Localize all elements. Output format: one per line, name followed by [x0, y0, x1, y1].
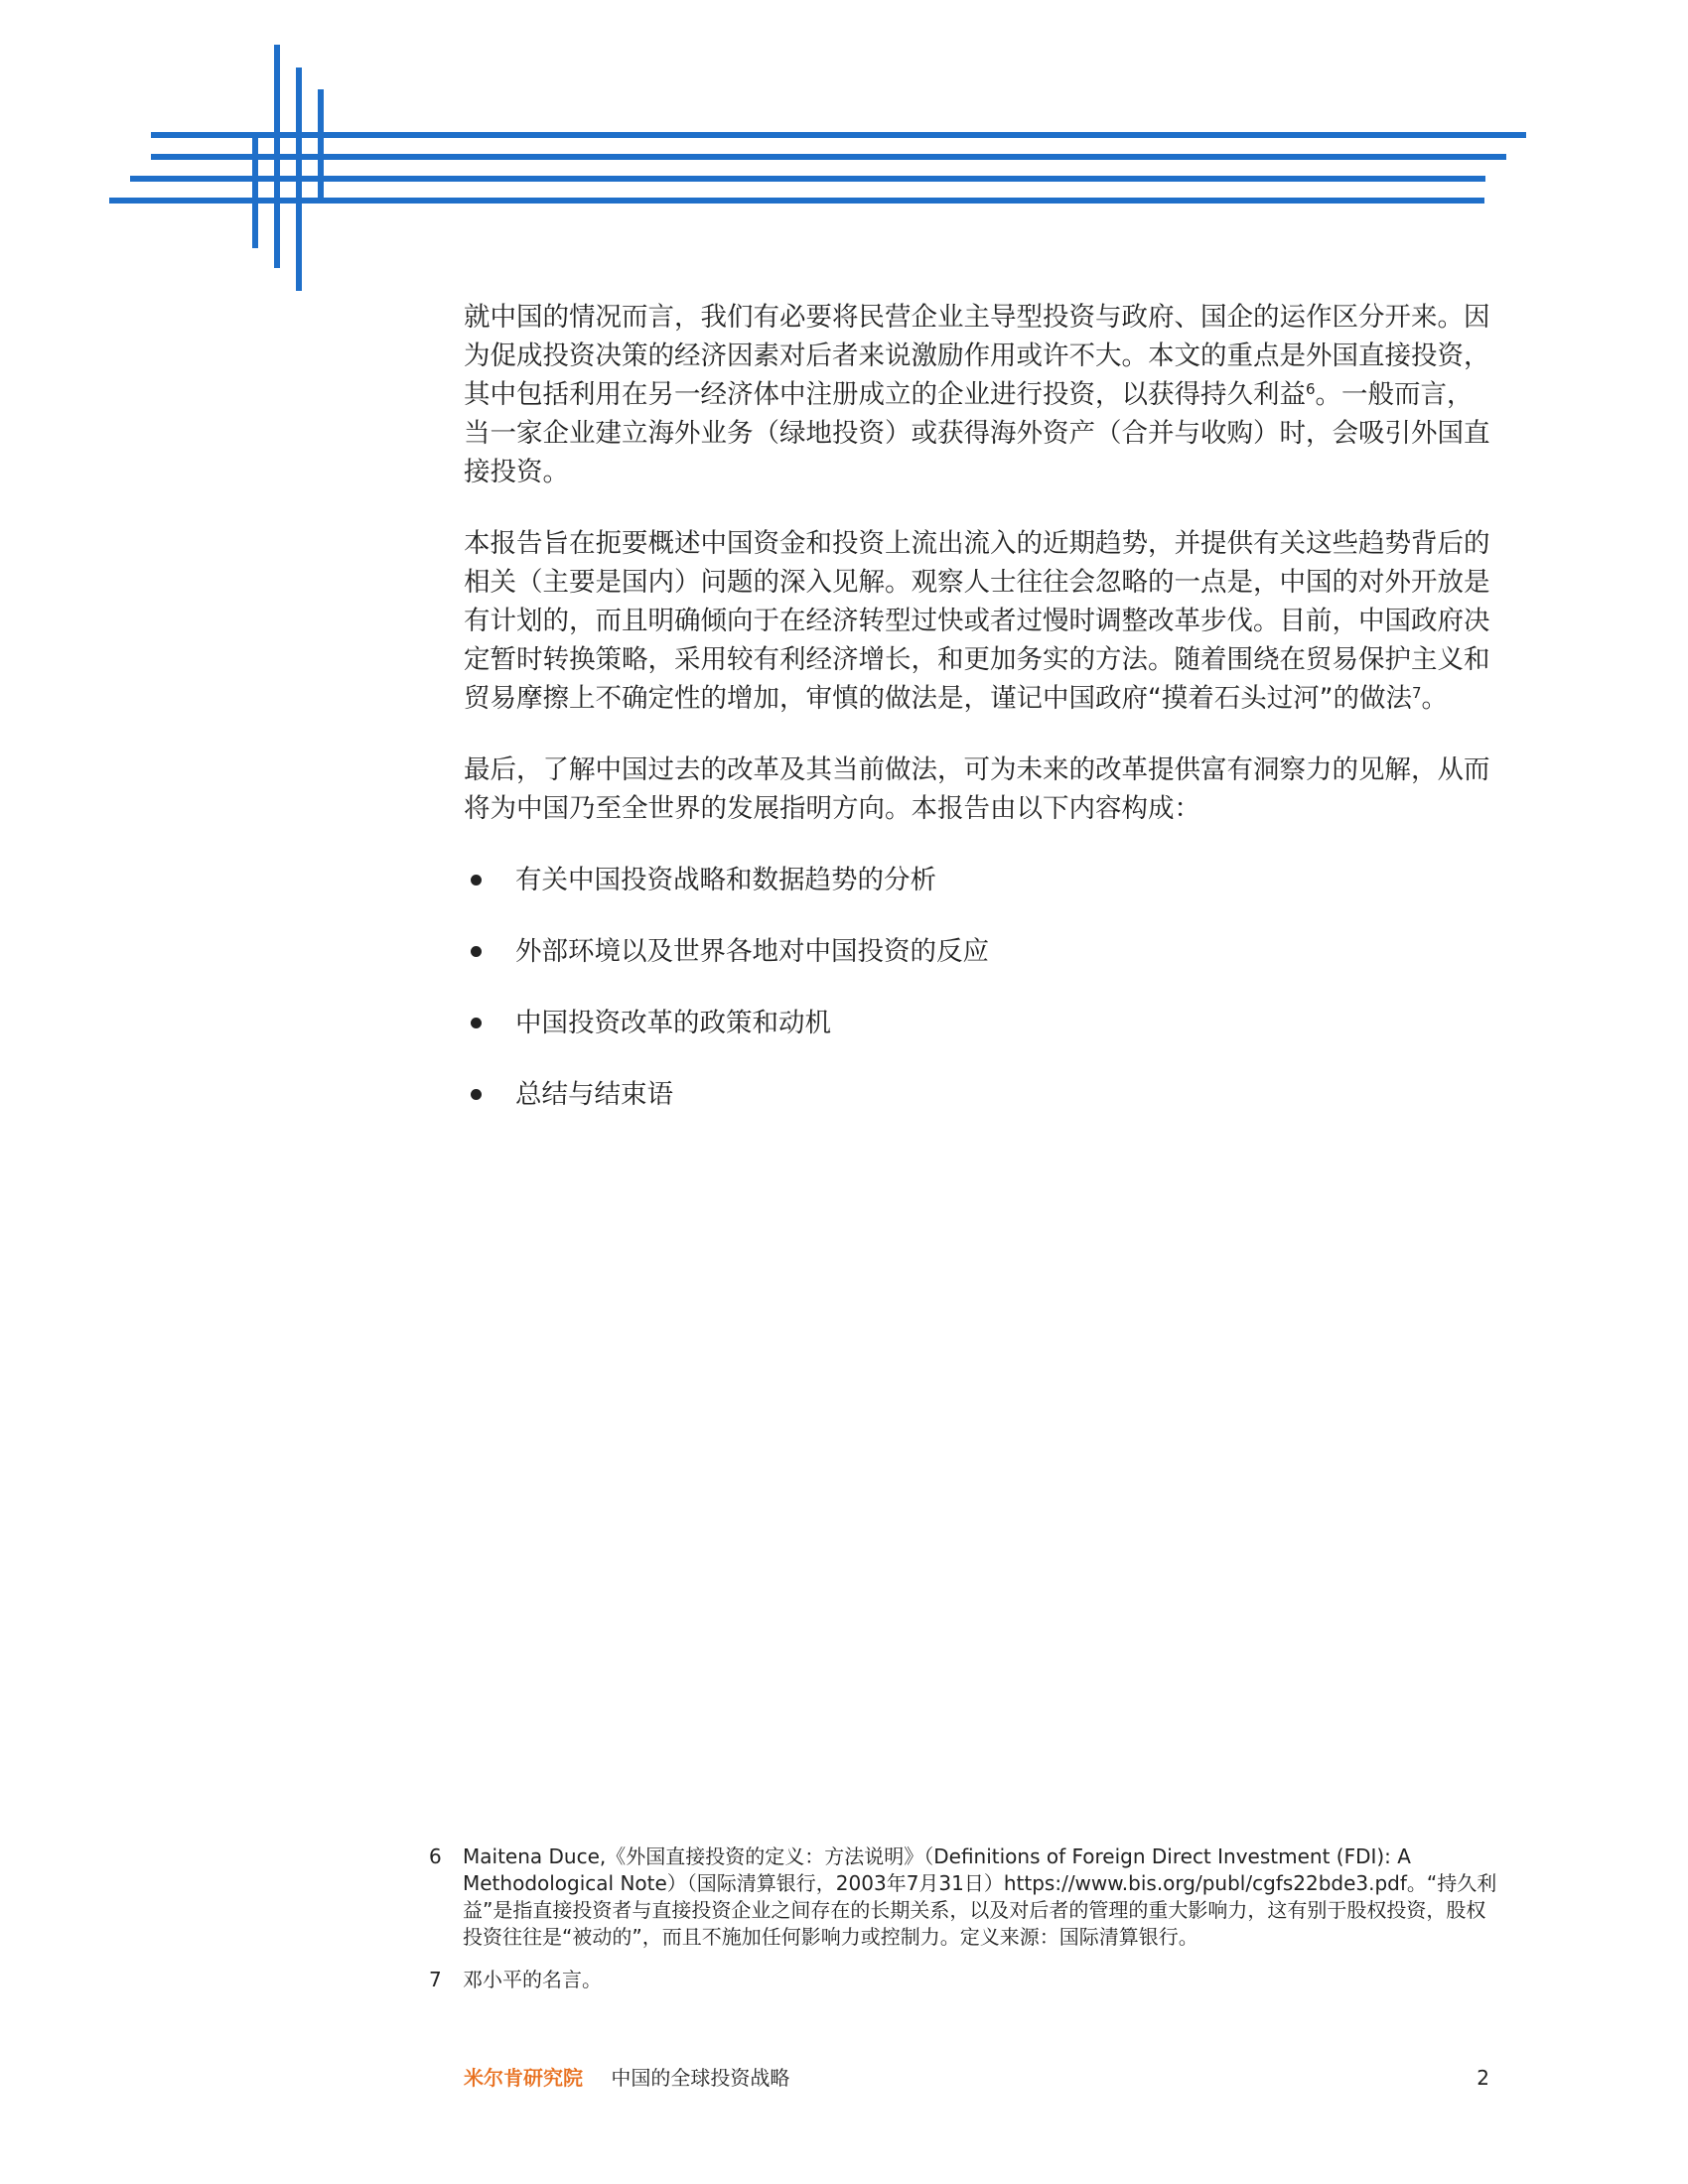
paragraph-2-text: 本报告旨在扼要概述中国资金和投资上流出流入的近期趋势，并提供有关这些趋势背后的相关（主要是国内）问题的深入见解。观察人士往往会忽略的一点是，中国的对外开放是有计划的，而且明确倾向于在经济转型过快或者过慢时调整改革步伐。目前，中国政府决定暂时转换策略，采用较有利经济增长，和更加务实的方法。随着围绕在贸易保护主义和贸易摩擦上不确定性的增加，审慎的做法是，谨记中国政府“摸着石头过河”的做法 [464, 528, 1490, 714]
list-item-text: 有关中国投资战略和数据趋势的分析 [515, 865, 936, 895]
footnote-number: 7 [429, 1968, 442, 1991]
list-item-text: 总结与结束语 [515, 1079, 673, 1110]
list-item [464, 1004, 1496, 1075]
header-vline-1 [252, 134, 258, 248]
paragraph-1 [464, 298, 1496, 491]
footnotes [429, 1843, 1501, 2009]
header-line-3 [130, 176, 1485, 182]
page-footer [464, 2063, 1489, 2093]
bullet-icon [471, 875, 482, 886]
paragraph-1-text: 就中国的情况而言，我们有必要将民营企业主导型投资与政府、国企的运作区分开来。因为促成投资决策的经济因素对后者来说激励作用或许不大。本文的重点是外国直接投资，其中包括利用在另一经济体中注册成立的企业进行投资，以获得持久利益 [464, 302, 1490, 410]
list-item [464, 932, 1496, 1004]
main-body [464, 298, 1496, 1147]
footnote-number: 6 [429, 1844, 442, 1868]
list-item [464, 1075, 1496, 1147]
header-vline-2 [274, 45, 280, 268]
list-item-text: 中国投资改革的政策和动机 [515, 1008, 831, 1038]
footnote-text: Maitena Duce,《外国直接投资的定义：方法说明》（Definitions of Foreign Direct Investment (FDI): A Methodological Note）（国际清算银行，2003年7月31日）https://www.bis.org/publ/cgfs22bde3.pdf。“持久利益”是指直接投资者与直接投资企业之间存在的长期关系，以及对后者的管理的重大影响力，这有别于股权投资，股权投资往往是“被动的”，而且不施加任何影响力或控制力。定义来源：国际清算银行。 [463, 1844, 1497, 1949]
page-number: 2 [1477, 2066, 1489, 2090]
paragraph-2-tail: 。 [1421, 683, 1449, 714]
footnote-ref-6[interactable]: 6 [1306, 380, 1316, 398]
header-vline-4 [318, 89, 324, 204]
paragraph-1-tail: 。一般而言，当一家企业建立海外业务（绿地投资）或获得海外资产（合并与收购）时，会吸引外国直接投资。 [464, 379, 1490, 487]
footnote-7 [429, 1967, 1501, 1993]
bullet-icon [471, 1018, 482, 1028]
footer-document-title: 中国的全球投资战略 [611, 2066, 790, 2090]
header-line-4 [109, 198, 1484, 204]
bullet-icon [471, 1089, 482, 1100]
footer-brand: 米尔肯研究院 [464, 2066, 583, 2090]
paragraph-3-text: 最后，了解中国过去的改革及其当前做法，可为未来的改革提供富有洞察力的见解，从而将为中国乃至全世界的发展指明方向。本报告由以下内容构成： [464, 754, 1490, 824]
footnote-text: 邓小平的名言。 [463, 1968, 602, 1991]
header-vline-3 [296, 68, 302, 291]
contents-list [464, 861, 1496, 1147]
paragraph-2 [464, 524, 1496, 718]
footnote-6 [429, 1843, 1501, 1951]
header-line-2 [151, 154, 1506, 160]
list-item-text: 外部环境以及世界各地对中国投资的反应 [515, 936, 989, 967]
footnote-ref-7[interactable]: 7 [1411, 684, 1422, 702]
header-line-1 [151, 132, 1526, 138]
paragraph-3 [464, 751, 1496, 828]
bullet-icon [471, 946, 482, 957]
list-item [464, 861, 1496, 932]
